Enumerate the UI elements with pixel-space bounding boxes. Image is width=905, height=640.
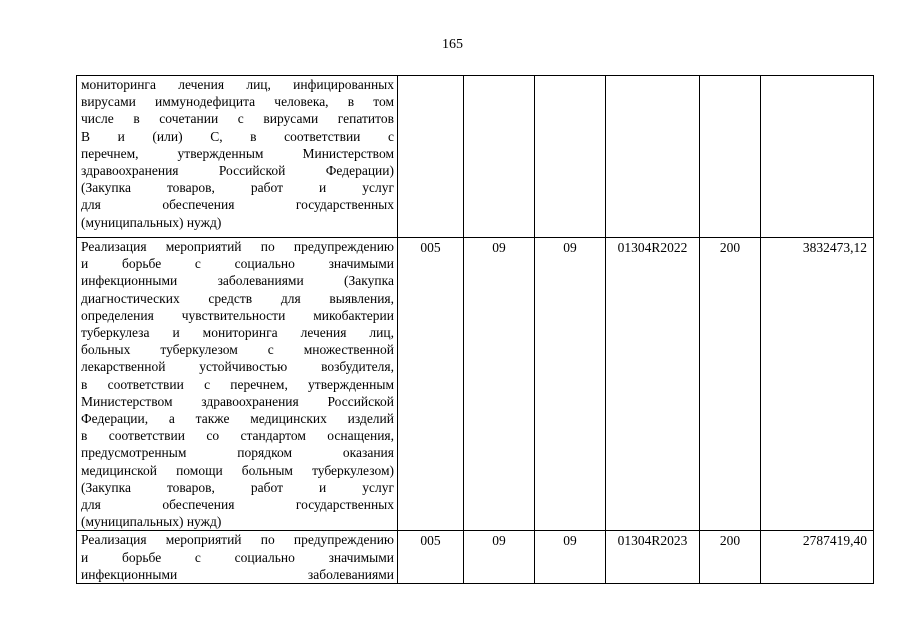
expense-type-cell: 200 xyxy=(700,238,761,531)
expense-name-line: диагностических средств для выявления, xyxy=(81,290,394,306)
target-article-cell xyxy=(606,76,700,238)
expense-name-line: больных туберкулезом с множественной xyxy=(81,342,394,358)
expense-name-line: здравоохранения Российской Федерации) xyxy=(81,163,394,179)
expense-name-line: (муниципальных) нужд) xyxy=(81,514,222,530)
budget-table xyxy=(76,75,874,584)
target-article-cell: 01304R2022 xyxy=(606,238,700,531)
amount-cell: 3832473,12 xyxy=(761,238,874,531)
expense-name-cell xyxy=(77,531,398,584)
expense-name-line: (муниципальных) нужд) xyxy=(81,214,222,230)
expense-name-line: Федерации, а также медицинских изделий xyxy=(81,411,394,427)
page-number: 165 xyxy=(442,37,463,52)
table-row xyxy=(77,531,874,584)
expense-name-line: мониторинга лечения лиц, инфицированных xyxy=(81,77,394,92)
expense-name-line: инфекционными заболеваниями (Закупка xyxy=(81,273,394,289)
expense-name-line: вирусами иммунодефицита человека, в том xyxy=(81,94,394,110)
expense-name-cell xyxy=(77,76,398,238)
expense-name-line: туберкулеза и мониторинга лечения лиц, xyxy=(81,325,394,341)
expense-name-line: перечнем, утвержденным Министерством xyxy=(81,145,394,161)
grbs-code-cell xyxy=(398,76,464,238)
subsection-code-cell: 09 xyxy=(535,238,606,531)
section-code-cell: 09 xyxy=(464,531,535,584)
target-article-cell: 01304R2023 xyxy=(606,531,700,584)
expense-name-line: в соответствии с перечнем, утвержденным xyxy=(81,376,394,392)
subsection-code-cell xyxy=(535,76,606,238)
table-row xyxy=(77,238,874,531)
expense-name-line: и борьбе с социально значимыми xyxy=(81,549,394,565)
section-code-cell: 09 xyxy=(464,238,535,531)
subsection-code-cell: 09 xyxy=(535,531,606,584)
expense-name-line: для обеспечения государственных xyxy=(81,497,394,513)
expense-name-cell xyxy=(77,238,398,531)
amount-cell xyxy=(761,76,874,238)
expense-name-line: Реализация мероприятий по предупреждению xyxy=(81,239,394,254)
expense-name-line: медицинской помощи больным туберкулезом) xyxy=(81,462,394,478)
expense-name-line: числе в сочетании с вирусами гепатитов xyxy=(81,111,394,127)
section-code-cell xyxy=(464,76,535,238)
expense-name-line: определения чувствительности микобактерии xyxy=(81,307,394,323)
expense-name-line: лекарственной устойчивостью возбудителя, xyxy=(81,359,394,375)
expense-type-cell xyxy=(700,76,761,238)
expense-name-line: Реализация мероприятий по предупреждению xyxy=(81,532,394,548)
grbs-code-cell: 005 xyxy=(398,238,464,531)
expense-name-line: в соответствии со стандартом оснащения, xyxy=(81,428,394,444)
expense-name-line: (Закупка товаров, работ и услуг xyxy=(81,479,394,495)
expense-name-line: Министерством здравоохранения Российской xyxy=(81,393,394,409)
grbs-code-cell: 005 xyxy=(398,531,464,584)
expense-name-line: предусмотренным порядком оказания xyxy=(81,445,394,461)
amount-cell: 2787419,40 xyxy=(761,531,874,584)
expense-name-line: В и (или) С, в соответствии с xyxy=(81,128,394,144)
expense-name-line: инфекционными заболеваниями xyxy=(81,566,394,582)
table-row xyxy=(77,76,874,238)
expense-name-line: и борьбе с социально значимыми xyxy=(81,256,394,272)
expense-type-cell: 200 xyxy=(700,531,761,584)
expense-name-line: для обеспечения государственных xyxy=(81,197,394,213)
expense-name-line: (Закупка товаров, работ и услуг xyxy=(81,180,394,196)
